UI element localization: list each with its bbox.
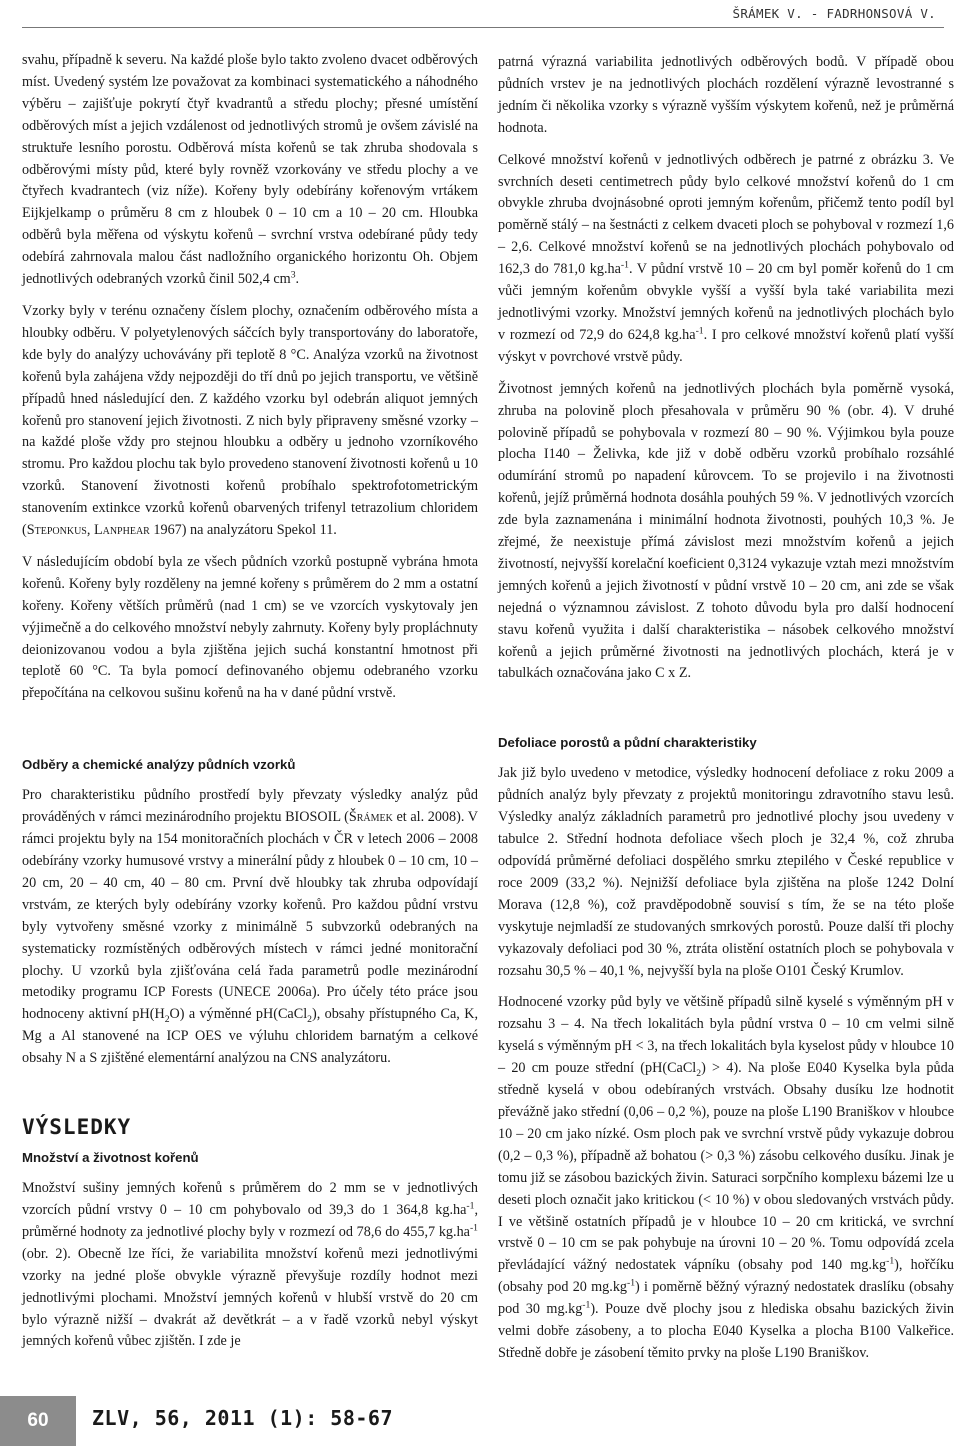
paragraph-variability: patrná výrazná variabilita jednotlivých odběrových bodů. V případě obou půdních vrstev je na jednotlivých plochách rozdělení výrazně levostranné s jedním či několika vzorky s výrazně vyšším výskytem kořenů, než je průměrná hodnota. xyxy=(498,54,954,136)
page-number: 60 xyxy=(0,1396,76,1446)
paragraph-soil-acidity: Hodnocené vzorky půd byly ve většině případů silně kyselé s výměnným pH v rozsahu 3 – 4. Na třech lokalitách byla půdní vrstva 0 – 10 cm velmi silně kyselá s výměnným pH < 3, na třech lokalitách byla kyselost půdy v hloubce 10 – 20 cm pouze střední (pH(CaCl$_2$) > 4). Na ploše E040 Kyselka byla půda středně kyselá v obou odebíraných vrstvách. Obsahy dusíku lze hodnotit převážně jako střední (0,06 – 0,2 %), pouze na ploše L190 Braniškov v hloubce 10 – 20 cm jako nízké. Osm ploch pak ve svrchní vrstvě půdy vykazuje dobrou (0,2 – 0,3 %), případně až bohatou (> 0,3 %) zásobu celkového dusíku. Jinak je tomu již se zásobou bazických živin. Saturaci sorpčního komplexu bázemi lze u deseti ploch označit jako kritickou (< 10 %) v obou sledovaných vrstvách půdy. I ve většině ostatních případů je v hloubce 10 – 20 cm kritická, ve svrchní vrstvě 0 – 10 cm se pak pohybuje na úrovni 10 – 20 %. Tomu odpovídá zcela převládající vážný nedostatek vápníku (obsahy pod 140 $mg.kg^{-1}$), hořčíku (obsahy pod 20 $mg.kg^{-1}$) i poměrně běžný výrazný nedostatek draslíku (obsahy pod 30 $mg.kg^{-1}$). Pouze dvě plochy jsou z hlediska obsahu bazických živin velmi dobře zásobeny, a to plocha E040 Kyselka a plocha B100 Valkeřice. Středně dobře je zásobení těmito prvky na ploše L190 Braniškov. xyxy=(498,994,954,1361)
left-column xyxy=(22,50,478,1353)
subheading-root-quantity: Množství a životnost kořenů xyxy=(22,1150,199,1166)
journal-citation: ZLV, 56, 2011 (1): 58-67 xyxy=(92,1406,393,1430)
paragraph-defoliation: Jak již bylo uvedeno v metodice, výsledky hodnocení defoliace z roku 2009 a půdních analýz byly převzaty z projektů monitoringu zdravotního stavu lesů. Výsledky analýz základních parametrů pro jednotlivé plochy jsou uvedeny v tabulce 2. Střední hodnota defoliace všech ploch je 32,4 %, což zhruba odpovídá průměrné defoliaci dospělého smrku ztepilého v České republice v roce 2009 (33,2 %). Nejnižší defoliace byla zjištěna na ploše 1242 Dolní Morava (12,8 %), což pravděpodobně souvisí s tím, že se na této ploše vyskytuje nejmladší ze studovaných smrkových porostů. Pouze další tři plochy vykazovaly defoliaci pod 30 %, ztráta olistění ostatních ploch se pohybovala v rozsahu 30,5 % – 40,1 %, nejvyšší byla na ploše O101 Český Krumlov. xyxy=(498,765,954,979)
section-title-results: VÝSLEDKY xyxy=(22,1115,132,1140)
subheading-defoliation: Defoliace porostů a půdní charakteristiky xyxy=(498,735,757,751)
paragraph-sample-handling: Vzorky byly v terénu označeny číslem plochy, označením odběrového místa a hloubky odběru. V polyetylenových sáčcích byly transportovány do laboratoře, kde byly do analýzy uchovávány při teplotě 8 °C. Analýza vzorků na životnost kořenů byla zahájena vždy nejpozději do tří dnů po jejich transportu, ve většině případů hned následující den. Z každého vzorku byl odebrán aliquot jemných kořenů pro stanovení jejich životnosti. Z nich byly připraveny směsné vzorky – na každé ploše vždy pro stejnou hloubku a odběry u jednoho vzorníkového stromu. Pro každou plochu tak bylo provedeno stanovení životnosti kořenů u 10 vzorků. Stanovení životnosti kořenů probíhalo spektrofotometrickým stanovením extinkce vzorků kořenů obarvených trifenyl tetrazolium chloridem (Steponkus, Lanphear 1967) na analyzátoru Spekol 11. xyxy=(22,302,478,539)
right-column xyxy=(498,52,954,1365)
paragraph-root-quantity: Množství sušiny jemných kořenů s průměrem do 2 mm se v jednotlivých vzorcích půdní vrstvy 0 – 10 cm pohybovalo od 39,3 do 1 364,8 $kg.ha^{-1}$, průměrné hodnoty za jednotlivé plochy byly v rozmezí od 78,6 do 455,7 $kg.ha^{-1}$ (obr. 2). Obecně lze říci, že variabilita množství kořenů mezi jednotlivými vzorky na jedné ploše obvykle výrazně převyšuje rozdíly hodnot mezi jednotlivými plochami. Množství jemných kořenů v hlubší vrstvě do 20 cm bylo výrazně nižší – dvakrát až devětkrát – a v řadě vzorků nebyl výskyt jemných kořenů vůbec zjištěn. I zde je xyxy=(22,1180,478,1350)
paragraph-sampling-sites: svahu, případně k severu. Na každé ploše bylo takto zvoleno dvacet odběrových míst. Uvedený systém lze považovat za kombinaci systematického a náhodného výběru – zajišťuje pokrytí čtyř kvadrantů a středu plochy; přesné umístění odběrových míst a jejich vzdálenost od jednotlivých stromů je ovšem závislé na struktuře lesního porostu. Odběrová místa kořenů se tak zhruba shodovala s odběrovými místy půd, které byly rovněž vzorkovány ve středu plochy a ve čtyřech kvadrantech (viz níže). Kořeny byly odebírány kořenovým vrtákem Eijkjelkamp o průměru 8 cm z hloubek 0 – 10 cm a 10 – 20 cm. Hloubka odběrů byla měřena od výskytu kořenů – svrchní vrstva odebírané půdy tedy odebírá zahrnovala malou část nadložního organického horizontu Oh. Objem jednotlivých odebraných vzorků činil 502,4 $cm^3$. xyxy=(22,52,478,288)
page-footer xyxy=(0,1394,400,1445)
citation: Šrámek xyxy=(348,809,393,826)
subheading-soil-sampling: Odběry a chemické analýzy půdních vzorků xyxy=(22,757,296,773)
paragraph-root-vitality: Životnost jemných kořenů na jednotlivých plochách byla poměrně vysoká, zhruba na polovině ploch přesahovala v průměru 90 % (obr. 4). V druhé polovině případů se pohybovala v rozmezí 80 – 90 %. Výjimkou byla pouze plocha I140 – Želivka, kde již v době odběru vzorků probíhalo rozsáhlé odumírání stromů po napadení kůrovcem. To se projevilo i na životnosti kořenů, jejíž průměrná hodnota dosáhla pouhých 59 %. V jednotlivých vzorcích zde byla zaznamenána i minimální hodnota životnosti, pouhých 10,3 %. Je zřejmé, že neexistuje přímá závislost mezi množstvím kořenů a jejich životností, nejvyšší korelační koeficient 0,3124 vykazuje vztah mezi množstvím jemných kořenů a jejich životností v půdní vrstvě 10 – 20 cm, ani zde se však nejedná o významnou závislost. Z tohoto důvodu byla pro další hodnocení stavu kořenů využita i další charakteristika – násobek celkového množství kořenů a jejich průměrné životnosti na jednotlivých plochách, která je v tabulkách označována jako C x Z. xyxy=(498,380,954,682)
running-head-authors: ŠRÁMEK V. - FADRHONSOVÁ V. xyxy=(732,6,936,21)
citation: Steponkus, Lanphear xyxy=(26,522,150,539)
paragraph-root-processing: V následujícím období byla ze všech půdních vzorků postupně vybrána hmota kořenů. Kořeny byly rozděleny na jemné kořeny s průměrem do 2 mm a ostatní kořeny. Kořeny větších průměrů (nad 1 cm) se ve vzorcích vyskytovaly jen výjimečně a do celkového množství nebyly zahrnuty. Kořeny byly propláchnuty deionizovanou vodou a byla zjištěna jejich suchá konstantní hmotnost při teplotě 60 °C. Ta byla pomocí definovaného objemu odebraného vzorku přepočítána na celkovou sušinu kořenů na ha v dané půdní vrstvě. xyxy=(22,553,478,702)
paragraph-soil-analysis: Pro charakteristiku půdního prostředí byly převzaty výsledky analýz půd prováděných v rámci mezinárodního projektu BIOSOIL (Šrámek et al. 2008). V rámci projektu byly na 154 monitoračních plochách v ČR v letech 2006 – 2008 odebírány vzorky humusové vrstvy a minerální půdy z hloubek 0 – 10 cm, 10 – 20 cm, 20 – 40 cm, 40 – 80 cm. První dvě hloubky tak zhruba odpovídají vrstvám, ze kterých byly odebírány vzorky kořenů. Pro každou půdní vrstvu byly vytvořeny směsné vzorky z minimálně 5 subvzorků odebraných na systematicky rozmístěných odběrových místech v rámci jedné monitorační plochy. U vzorků byla zjišťována celá řada parametrů podle mezinárodní metodiky programu ICP Forests (UNECE 2006a). Pro účely této práce jsou hodnoceny aktivní $pH(H_2O)$ a výměnné pH(CaCl$_2$), obsahy přístupného Ca, K, Mg a Al stanovené na ICP OES ve výluhu chloridem barnatým a celkové obsahy N a S zjištěné elementární analýzou na CNS analyzátoru. xyxy=(22,787,478,1067)
paragraph-total-roots: Celkové množství kořenů v jednotlivých odběrech je patrné z obrázku 3. Ve svrchních deseti centimetrech půdy bylo celkové množství kořenů do 1 cm obvykle zhruba dvojnásobné oproti jemným kořenům, přičemž tento podíl byl poměrně stálý – na šestnácti z celkem dvaceti ploch se pohyboval v rozmezí 1,6 – 2,6. Celkové množství kořenů se na jednotlivých plochách pohybovalo od 162,3 do 781,0 $kg.ha^{-1}$. V půdní vrstvě 10 – 20 cm byl poměr kořenů do 1 cm vůči jemným kořenům obvykle vyšší a vyšší byla také variabilita mezi jednotlivými vzorky. Množství jemných kořenů na jednotlivých plochách bylo v rozmezí od 72,9 do 624,8 $kg.ha^{-1}$. I pro celkové množství kořenů platí vyšší výskyt v povrchové vrstvě půdy. xyxy=(498,151,955,365)
header-divider xyxy=(22,27,944,28)
